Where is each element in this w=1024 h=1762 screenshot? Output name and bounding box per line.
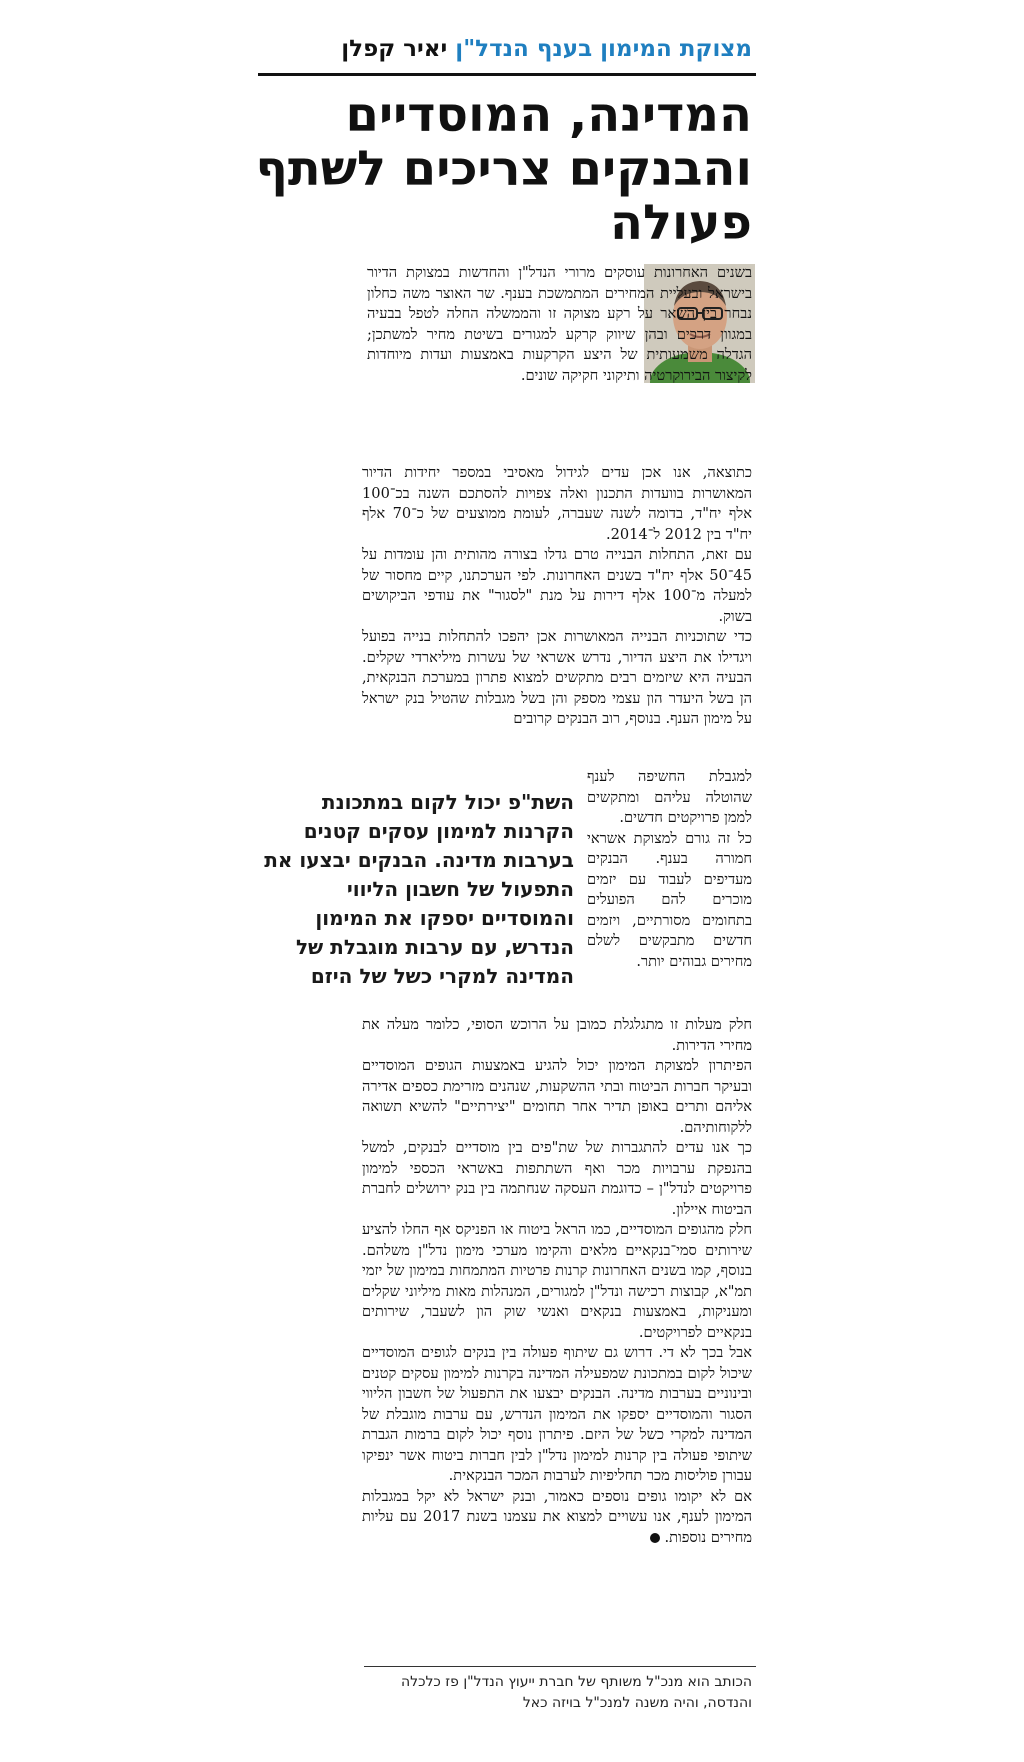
author-name: יאיר קפלן [341,36,448,62]
author-bio: הכותב הוא מנכ"ל משותף של חברת ייעוץ הנדל"ן פז כלכלה והנדסה, והיה משנה למנכ"ל בויזה כאל [400,1674,752,1711]
article-headline: המדינה, המוסדיים והבנקים צריכים לשתף פעולה [255,87,752,251]
paragraph [362,1487,752,1549]
article-body-top [367,263,752,386]
paragraph-text: אם לא יקומו גופים נוספים כאמור, ובנק ישראל לא יקל במגבלות המימון לענף, אנו עשויים למצוא את עצמנו בשנת 2017 עם עליות מחירים נוספות. [362,1487,752,1546]
paragraph: למגבלת החשיפה לענף שהוטלה עליהם ומתקשים לממן פרויקטים חדשים. [587,768,752,826]
article-kicker [252,36,752,62]
end-mark-icon [650,1533,660,1543]
paragraph-text: בשנים האחרונות עוסקים מרורי הנדל"ן והחדשות במצוקת הדיור בישראל ובעליית המחירים המתמשכת בענף. שר האוצר משה כחלון נבחר בין השאר על רקע מצוקה זו והממשלה החלה לטפל בבעיה במגוון דרכים ובהן שיווק קרקע למגורים בשיטת מחיר למשתכן; הגדלה משמעותית של היצע הקרקעות באמצעות ועדות מיוחדות לקיצור הבירוקרטיה ותיקוני חקיקה שונים. [367,264,752,384]
paragraph: אבל בכך לא די. דרוש גם שיתוף פעולה בין בנקים לגופים המוסדיים שיכול לקום במתכונת שמפעילה המדינה בקרנות למימון עסקים קטנים ובינוניים בערבות מדינה. הבנקים יבצעו את התפעול של חשבון הליווי הסגור והמוסדיים יספקו את המימון הנדרש, עם ערבות מוגבלת של המדינה למקרי כשל של היזם. פיתרון נוסף יכול לקום ברמות הגברת שיתופי פעולה בין קרנות למימון נדל"ן לבין חברות ביטוח אשר ינפיקו עבורן פוליסות מכר תחליפיות לערבות המכר הבנקאית. [362,1344,752,1484]
paragraph: הפיתרון למצוקת המימון יכול להגיע באמצעות הגופים המוסדיים ובעיקר חברות הביטוח ובתי ההשקעות, שנהנים מזרימת כספים אדירה אליהם ותרים באופן תדיר אחר תחומים "יצירתיים" להשיא תשואה ללקוחותיהם. [362,1057,752,1136]
footer-divider [364,1666,756,1667]
paragraph: כל זה גורם למצוקת אשראי חמורה בענף. הבנקים מעדיפים לעבוד עם יזמים מוכרים להם הפועלים בתחומים מסורתיים, ויזמים חדשים מתבקשים לשלם מחירים גבוהים יותר. [587,829,752,970]
article-body-column [362,463,752,730]
kicker-topic: מצוקת המימון בענף הנדל"ן [455,36,752,62]
paragraph: חלק מהגופים המוסדיים, כמו הראל ביטוח או הפניקס אף החלו להציע שירותים סמי־בנקאיים מלאים והקימו מערכי מימון נדל"ן משלהם. בנוסף, קמו בשנים האחרונות קרנות פרטיות המתמחות במימון של יזמי תמ"א, קבוצות רכישה ונדל"ן למגורים, המנהלות מאות מיליוני שקלים ומעניקות, באמצעות בנקאים ואנשי שוק הון לשעבר, שירותים בנקאיים לפרויקטים. [362,1221,752,1341]
paragraph: כתוצאה, אנו אכן עדים לגידול מאסיבי במספר יחידות הדיור המאושרות בוועדות התכנון ואלה צפויות להסתכם השנה בכ־100 אלף יח"ד, בדומה לשנה שעברה, לעומת ממוצעים של כ־70 אלף יח"ד בין 2012 ל־2014. [362,464,752,543]
article-body-narrow [587,767,752,972]
paragraph: כדי שתוכניות הבנייה המאושרות אכן יהפכו להתחלות בנייה בפועל ויגדילו את היצע הדיור, נדרש אשראי של עשרות מיליארדי שקלים. הבעיה היא שיזמים רבים מתקשים למצוא פתרון במערכת הבנקאית, הן בשל היעדר הון עצמי מספק והן בשל מגבלות שהטיל בנק ישראל על מימון הענף. בנוסף, רוב הבנקים קרובים [362,628,752,727]
paragraph: חלק מעלות זו מתגלגלת כמובן על הרוכש הסופי, כלומר מעלה את מחירי הדירות. [362,1016,752,1054]
top-divider [258,73,756,76]
pull-quote: השת"פ יכול לקום במתכונת הקרנות למימון עסקים קטנים בערבות מדינה. הבנקים יבצעו את התפעול של חשבון הליווי והמוסדיים יספקו את המימון הנדרש, עם ערבות מוגבלת של המדינה למקרי כשל של היזם [264,790,574,988]
paragraph: כך אנו עדים להתגברות של שת"פים בין מוסדיים לבנקים, למשל בהנפקת ערבויות מכר ואף השתתפות באשראי הכספי למימון פרויקטים לנדל"ן – כדוגמת העסקה שנחתמה בין בנק ירושלים לחברת הביטוח איילון. [362,1139,752,1218]
article-body-bottom [362,1015,752,1548]
paragraph [367,263,752,386]
paragraph: עם זאת, התחלות הבנייה טרם גדלו בצורה מהותית והן עומדות על 45־50 אלף יח"ד בשנים האחרונות. לפי הערכתנו, קיים מחסור של למעלה מ־100 אלף דירות על מנת "לסגור" את עודפי הביקושים בשוק. [362,546,752,625]
